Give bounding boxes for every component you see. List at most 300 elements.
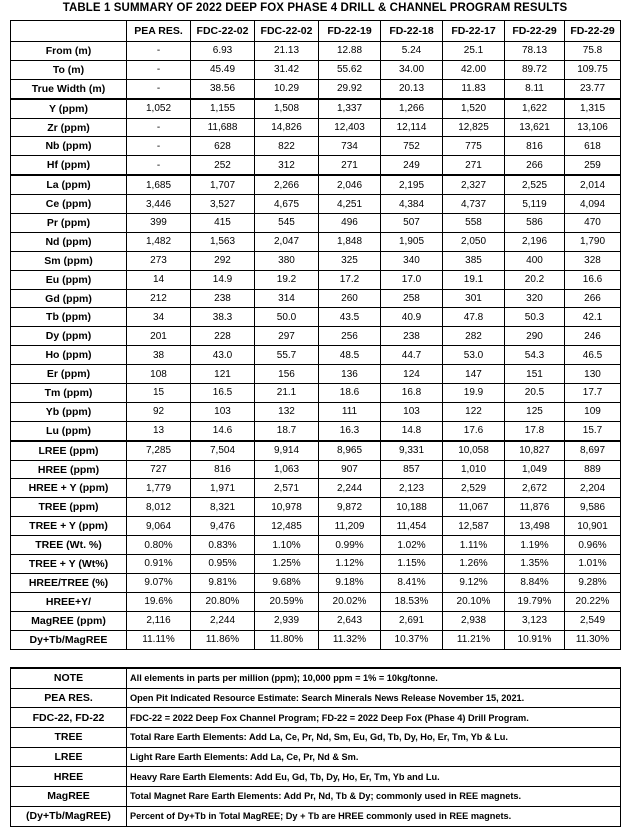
data-cell: 136 — [319, 365, 381, 384]
data-cell: 11,876 — [505, 498, 565, 517]
note-label: (Dy+Tb/MagREE) — [11, 806, 127, 826]
data-cell: 44.7 — [381, 346, 443, 365]
data-cell: 1.19% — [505, 536, 565, 555]
row-label: From (m) — [11, 42, 127, 61]
data-cell: 12,825 — [443, 118, 505, 137]
data-cell: 558 — [443, 214, 505, 233]
table-row — [11, 573, 621, 592]
table-row — [11, 402, 621, 421]
data-cell: 15 — [127, 384, 191, 403]
data-cell: 415 — [191, 214, 255, 233]
data-cell: 212 — [127, 289, 191, 308]
data-cell: 727 — [127, 460, 191, 479]
data-cell: 3,123 — [505, 611, 565, 630]
data-cell: 0.80% — [127, 536, 191, 555]
row-label: Gd (ppm) — [11, 289, 127, 308]
data-cell: 2,195 — [381, 175, 443, 194]
note-row — [11, 767, 621, 787]
data-cell: 3,527 — [191, 195, 255, 214]
data-cell: 132 — [255, 402, 319, 421]
note-text: Open Pit Indicated Resource Estimate: Search Minerals News Release November 15, 2021. — [127, 688, 621, 708]
data-cell: 8,697 — [565, 441, 621, 460]
data-cell: 12.88 — [319, 42, 381, 61]
data-cell: 16.8 — [381, 384, 443, 403]
note-label: FDC-22, FD-22 — [11, 708, 127, 728]
table-row — [11, 289, 621, 308]
data-cell: 282 — [443, 327, 505, 346]
table-row — [11, 346, 621, 365]
data-cell: 34 — [127, 308, 191, 327]
data-cell: 151 — [505, 365, 565, 384]
data-cell: 38 — [127, 346, 191, 365]
data-cell: 15.7 — [565, 421, 621, 440]
notes-table — [10, 667, 621, 827]
table-row — [11, 232, 621, 251]
row-label: TREE (Wt. %) — [11, 536, 127, 555]
row-label: Ho (ppm) — [11, 346, 127, 365]
data-cell: 2,196 — [505, 232, 565, 251]
data-cell: 8.41% — [381, 573, 443, 592]
data-cell: 1,155 — [191, 99, 255, 118]
data-cell: 7,285 — [127, 441, 191, 460]
data-cell: 822 — [255, 137, 319, 156]
data-cell: 8,965 — [319, 441, 381, 460]
data-cell: 92 — [127, 402, 191, 421]
data-cell: 470 — [565, 214, 621, 233]
data-cell: 752 — [381, 137, 443, 156]
data-cell: 1.26% — [443, 555, 505, 574]
row-label: Ce (ppm) — [11, 195, 127, 214]
row-label: Y (ppm) — [11, 99, 127, 118]
row-label: Er (ppm) — [11, 365, 127, 384]
data-cell: 0.91% — [127, 555, 191, 574]
data-cell: 9,872 — [319, 498, 381, 517]
data-cell: 385 — [443, 251, 505, 270]
data-cell: 8,321 — [191, 498, 255, 517]
table-row — [11, 611, 621, 630]
data-cell: 8.84% — [505, 573, 565, 592]
data-cell: 2,046 — [319, 175, 381, 194]
note-row — [11, 708, 621, 728]
data-cell: 10.91% — [505, 630, 565, 649]
data-cell: 312 — [255, 156, 319, 175]
data-cell: 1,010 — [443, 460, 505, 479]
data-cell: 259 — [565, 156, 621, 175]
data-cell: 628 — [191, 137, 255, 156]
results-body — [11, 42, 621, 650]
data-cell: 16.5 — [191, 384, 255, 403]
note-label: NOTE — [11, 668, 127, 688]
row-label: Sm (ppm) — [11, 251, 127, 270]
row-label: Yb (ppm) — [11, 402, 127, 421]
data-cell: 2,014 — [565, 175, 621, 194]
data-cell: 0.83% — [191, 536, 255, 555]
note-label: PEA RES. — [11, 688, 127, 708]
table-row — [11, 460, 621, 479]
data-cell: 857 — [381, 460, 443, 479]
table-row — [11, 195, 621, 214]
data-cell: 1.15% — [381, 555, 443, 574]
data-cell: 20.59% — [255, 592, 319, 611]
data-cell: 2,643 — [319, 611, 381, 630]
data-cell: 75.8 — [565, 42, 621, 61]
row-label: To (m) — [11, 60, 127, 79]
data-cell: 20.2 — [505, 270, 565, 289]
note-label: MagREE — [11, 787, 127, 807]
data-cell: 11,688 — [191, 118, 255, 137]
data-cell: 2,116 — [127, 611, 191, 630]
data-cell: 13,621 — [505, 118, 565, 137]
note-row — [11, 728, 621, 748]
data-cell: 1.11% — [443, 536, 505, 555]
data-cell: 47.8 — [443, 308, 505, 327]
header-cell: FD-22-19 — [319, 21, 381, 42]
table-row — [11, 175, 621, 194]
data-cell: 3,446 — [127, 195, 191, 214]
data-cell: 78.13 — [505, 42, 565, 61]
data-cell: 1,520 — [443, 99, 505, 118]
table-row — [11, 365, 621, 384]
header-cell: FD-22-29 — [505, 21, 565, 42]
data-cell: 314 — [255, 289, 319, 308]
data-cell: 1,482 — [127, 232, 191, 251]
table-row — [11, 498, 621, 517]
data-cell: 48.5 — [319, 346, 381, 365]
row-label: Hf (ppm) — [11, 156, 127, 175]
data-cell: 9,914 — [255, 441, 319, 460]
data-cell: 271 — [443, 156, 505, 175]
data-cell: 17.0 — [381, 270, 443, 289]
data-cell: 292 — [191, 251, 255, 270]
row-label: TREE + Y (ppm) — [11, 517, 127, 536]
data-cell: 238 — [381, 327, 443, 346]
data-cell: 0.96% — [565, 536, 621, 555]
row-label: TREE (ppm) — [11, 498, 127, 517]
data-cell: 16.6 — [565, 270, 621, 289]
data-cell: 260 — [319, 289, 381, 308]
data-cell: 507 — [381, 214, 443, 233]
data-cell: 2,266 — [255, 175, 319, 194]
table-row — [11, 479, 621, 498]
data-cell: 11.86% — [191, 630, 255, 649]
data-cell: 12,587 — [443, 517, 505, 536]
data-cell: 4,737 — [443, 195, 505, 214]
data-cell: 9.81% — [191, 573, 255, 592]
data-cell: 328 — [565, 251, 621, 270]
data-cell: 271 — [319, 156, 381, 175]
data-cell: 109 — [565, 402, 621, 421]
data-cell: 0.99% — [319, 536, 381, 555]
data-cell: 55.62 — [319, 60, 381, 79]
data-cell: 17.8 — [505, 421, 565, 440]
data-cell: 19.2 — [255, 270, 319, 289]
header-cell: FDC-22-02 — [191, 21, 255, 42]
table-row — [11, 630, 621, 649]
row-label: Dy (ppm) — [11, 327, 127, 346]
table-row — [11, 79, 621, 98]
data-cell: 20.5 — [505, 384, 565, 403]
data-cell: 399 — [127, 214, 191, 233]
data-cell: 109.75 — [565, 60, 621, 79]
data-cell: 156 — [255, 365, 319, 384]
data-cell: 124 — [381, 365, 443, 384]
table-row — [11, 251, 621, 270]
data-cell: 4,251 — [319, 195, 381, 214]
table-row — [11, 592, 621, 611]
data-cell: 380 — [255, 251, 319, 270]
data-cell: 266 — [565, 289, 621, 308]
data-cell: 42.00 — [443, 60, 505, 79]
data-cell: 9.12% — [443, 573, 505, 592]
data-cell: 9.18% — [319, 573, 381, 592]
data-cell: 816 — [505, 137, 565, 156]
data-cell: 14,826 — [255, 118, 319, 137]
data-cell: - — [127, 42, 191, 61]
note-text: Light Rare Earth Elements: Add La, Ce, Pr, Nd & Sm. — [127, 747, 621, 767]
data-cell: 273 — [127, 251, 191, 270]
data-cell: 19.9 — [443, 384, 505, 403]
data-cell: - — [127, 156, 191, 175]
note-row — [11, 688, 621, 708]
data-cell: 43.0 — [191, 346, 255, 365]
header-cell: FDC-22-02 — [255, 21, 319, 42]
data-cell: 50.3 — [505, 308, 565, 327]
header-cell: FD-22-17 — [443, 21, 505, 42]
data-cell: 252 — [191, 156, 255, 175]
data-cell: 246 — [565, 327, 621, 346]
row-label: HREE/TREE (%) — [11, 573, 127, 592]
note-label: LREE — [11, 747, 127, 767]
data-cell: 103 — [191, 402, 255, 421]
data-cell: 1,971 — [191, 479, 255, 498]
data-cell: 2,047 — [255, 232, 319, 251]
data-cell: 16.3 — [319, 421, 381, 440]
note-text: All elements in parts per million (ppm); 10,000 ppm = 1% = 10kg/tonne. — [127, 668, 621, 688]
data-cell: 1,707 — [191, 175, 255, 194]
table-row — [11, 327, 621, 346]
data-cell: 40.9 — [381, 308, 443, 327]
row-label: Tb (ppm) — [11, 308, 127, 327]
data-cell: 2,525 — [505, 175, 565, 194]
data-cell: 12,485 — [255, 517, 319, 536]
data-cell: 45.49 — [191, 60, 255, 79]
note-text: Heavy Rare Earth Elements: Add Eu, Gd, Tb, Dy, Ho, Er, Tm, Yb and Lu. — [127, 767, 621, 787]
data-cell: 122 — [443, 402, 505, 421]
data-cell: 618 — [565, 137, 621, 156]
data-cell: - — [127, 137, 191, 156]
data-cell: 1.02% — [381, 536, 443, 555]
data-cell: 2,571 — [255, 479, 319, 498]
table-row — [11, 137, 621, 156]
row-label: Nd (ppm) — [11, 232, 127, 251]
data-cell: 2,938 — [443, 611, 505, 630]
data-cell: 42.1 — [565, 308, 621, 327]
data-cell: 23.77 — [565, 79, 621, 98]
data-cell: 10,901 — [565, 517, 621, 536]
table-row — [11, 421, 621, 440]
data-cell: 20.22% — [565, 592, 621, 611]
data-cell: 1,315 — [565, 99, 621, 118]
data-cell: 18.6 — [319, 384, 381, 403]
data-cell: 130 — [565, 365, 621, 384]
data-cell: 734 — [319, 137, 381, 156]
results-table — [10, 20, 621, 650]
data-cell: 17.2 — [319, 270, 381, 289]
data-cell: 9,331 — [381, 441, 443, 460]
data-cell: 2,672 — [505, 479, 565, 498]
data-cell: 11.80% — [255, 630, 319, 649]
data-cell: 18.7 — [255, 421, 319, 440]
row-label: Dy+Tb/MagREE — [11, 630, 127, 649]
data-cell: 0.95% — [191, 555, 255, 574]
data-cell: 10,058 — [443, 441, 505, 460]
data-cell: 249 — [381, 156, 443, 175]
table-row — [11, 441, 621, 460]
data-cell: 258 — [381, 289, 443, 308]
row-label: Lu (ppm) — [11, 421, 127, 440]
data-cell: 2,691 — [381, 611, 443, 630]
data-cell: 38.3 — [191, 308, 255, 327]
data-cell: 1,779 — [127, 479, 191, 498]
header-cell — [11, 21, 127, 42]
row-label: Tm (ppm) — [11, 384, 127, 403]
note-row — [11, 747, 621, 767]
row-label: Nb (ppm) — [11, 137, 127, 156]
data-cell: 111 — [319, 402, 381, 421]
table-row — [11, 384, 621, 403]
data-cell: 256 — [319, 327, 381, 346]
data-cell: 1,052 — [127, 99, 191, 118]
data-cell: 297 — [255, 327, 319, 346]
note-text: Percent of Dy+Tb in Total MagREE; Dy + Tb are HREE commonly used in REE magnets. — [127, 806, 621, 826]
row-label: HREE+Y/ — [11, 592, 127, 611]
header-row — [11, 21, 621, 42]
data-cell: 1.35% — [505, 555, 565, 574]
data-cell: 20.13 — [381, 79, 443, 98]
row-label: La (ppm) — [11, 175, 127, 194]
data-cell: 586 — [505, 214, 565, 233]
data-cell: 775 — [443, 137, 505, 156]
data-cell: 2,244 — [191, 611, 255, 630]
data-cell: 31.42 — [255, 60, 319, 79]
data-cell: 266 — [505, 156, 565, 175]
data-cell: 907 — [319, 460, 381, 479]
row-label: Zr (ppm) — [11, 118, 127, 137]
data-cell: 2,327 — [443, 175, 505, 194]
data-cell: 10.29 — [255, 79, 319, 98]
row-label: TREE + Y (Wt%) — [11, 555, 127, 574]
data-cell: 19.6% — [127, 592, 191, 611]
data-cell: 13,106 — [565, 118, 621, 137]
data-cell: 14.8 — [381, 421, 443, 440]
data-cell: 14.6 — [191, 421, 255, 440]
data-cell: 11.32% — [319, 630, 381, 649]
data-cell: 320 — [505, 289, 565, 308]
note-text: Total Rare Earth Elements: Add La, Ce, Pr, Nd, Sm, Eu, Gd, Tb, Dy, Ho, Er, Tm, Yb & Lu. — [127, 728, 621, 748]
data-cell: 29.92 — [319, 79, 381, 98]
data-cell: 9.07% — [127, 573, 191, 592]
data-cell: 1,508 — [255, 99, 319, 118]
data-cell: 816 — [191, 460, 255, 479]
data-cell: 2,939 — [255, 611, 319, 630]
data-cell: 4,094 — [565, 195, 621, 214]
data-cell: 11.83 — [443, 79, 505, 98]
table-row — [11, 156, 621, 175]
note-row — [11, 806, 621, 826]
data-cell: 103 — [381, 402, 443, 421]
data-cell: 238 — [191, 289, 255, 308]
table-row — [11, 60, 621, 79]
data-cell: 8,012 — [127, 498, 191, 517]
data-cell: 121 — [191, 365, 255, 384]
data-cell: 13,498 — [505, 517, 565, 536]
data-cell: 1,563 — [191, 232, 255, 251]
data-cell: 1,685 — [127, 175, 191, 194]
data-cell: 545 — [255, 214, 319, 233]
header-cell: FD-22-29 — [565, 21, 621, 42]
row-label: Eu (ppm) — [11, 270, 127, 289]
data-cell: 2,529 — [443, 479, 505, 498]
data-cell: 11,067 — [443, 498, 505, 517]
data-cell: 2,204 — [565, 479, 621, 498]
table-row — [11, 308, 621, 327]
note-label: TREE — [11, 728, 127, 748]
data-cell: 10.37% — [381, 630, 443, 649]
table-row — [11, 555, 621, 574]
note-text: FDC-22 = 2022 Deep Fox Channel Program; FD-22 = 2022 Deep Fox (Phase 4) Drill Program. — [127, 708, 621, 728]
data-cell: 1.25% — [255, 555, 319, 574]
table-title: TABLE 1 SUMMARY OF 2022 DEEP FOX PHASE 4 DRILL & CHANNEL PROGRAM RESULTS — [62, 2, 568, 14]
data-cell: 5,119 — [505, 195, 565, 214]
row-label: MagREE (ppm) — [11, 611, 127, 630]
note-text: Total Magnet Rare Earth Elements: Add Pr, Nd, Tb & Dy; commonly used in REE magnets. — [127, 787, 621, 807]
data-cell: 20.80% — [191, 592, 255, 611]
data-cell: 55.7 — [255, 346, 319, 365]
data-cell: 9,064 — [127, 517, 191, 536]
data-cell: 14 — [127, 270, 191, 289]
data-cell: 12,114 — [381, 118, 443, 137]
data-cell: 228 — [191, 327, 255, 346]
notes-body — [11, 668, 621, 826]
data-cell: 496 — [319, 214, 381, 233]
data-cell: 9.28% — [565, 573, 621, 592]
data-cell: - — [127, 60, 191, 79]
data-cell: 50.0 — [255, 308, 319, 327]
data-cell: 9.68% — [255, 573, 319, 592]
data-cell: 17.7 — [565, 384, 621, 403]
header-cell: PEA RES. — [127, 21, 191, 42]
data-cell: 125 — [505, 402, 565, 421]
data-cell: 11.30% — [565, 630, 621, 649]
data-cell: - — [127, 118, 191, 137]
data-cell: 19.1 — [443, 270, 505, 289]
data-cell: 400 — [505, 251, 565, 270]
table-row — [11, 118, 621, 137]
data-cell: 1.12% — [319, 555, 381, 574]
data-cell: 8.11 — [505, 79, 565, 98]
data-cell: 20.02% — [319, 592, 381, 611]
header-cell: FD-22-18 — [381, 21, 443, 42]
table-row — [11, 270, 621, 289]
data-cell: 46.5 — [565, 346, 621, 365]
data-cell: 4,675 — [255, 195, 319, 214]
data-cell: 14.9 — [191, 270, 255, 289]
data-cell: 11,454 — [381, 517, 443, 536]
data-cell: 43.5 — [319, 308, 381, 327]
data-cell: 108 — [127, 365, 191, 384]
data-cell: 1.01% — [565, 555, 621, 574]
data-cell: 7,504 — [191, 441, 255, 460]
